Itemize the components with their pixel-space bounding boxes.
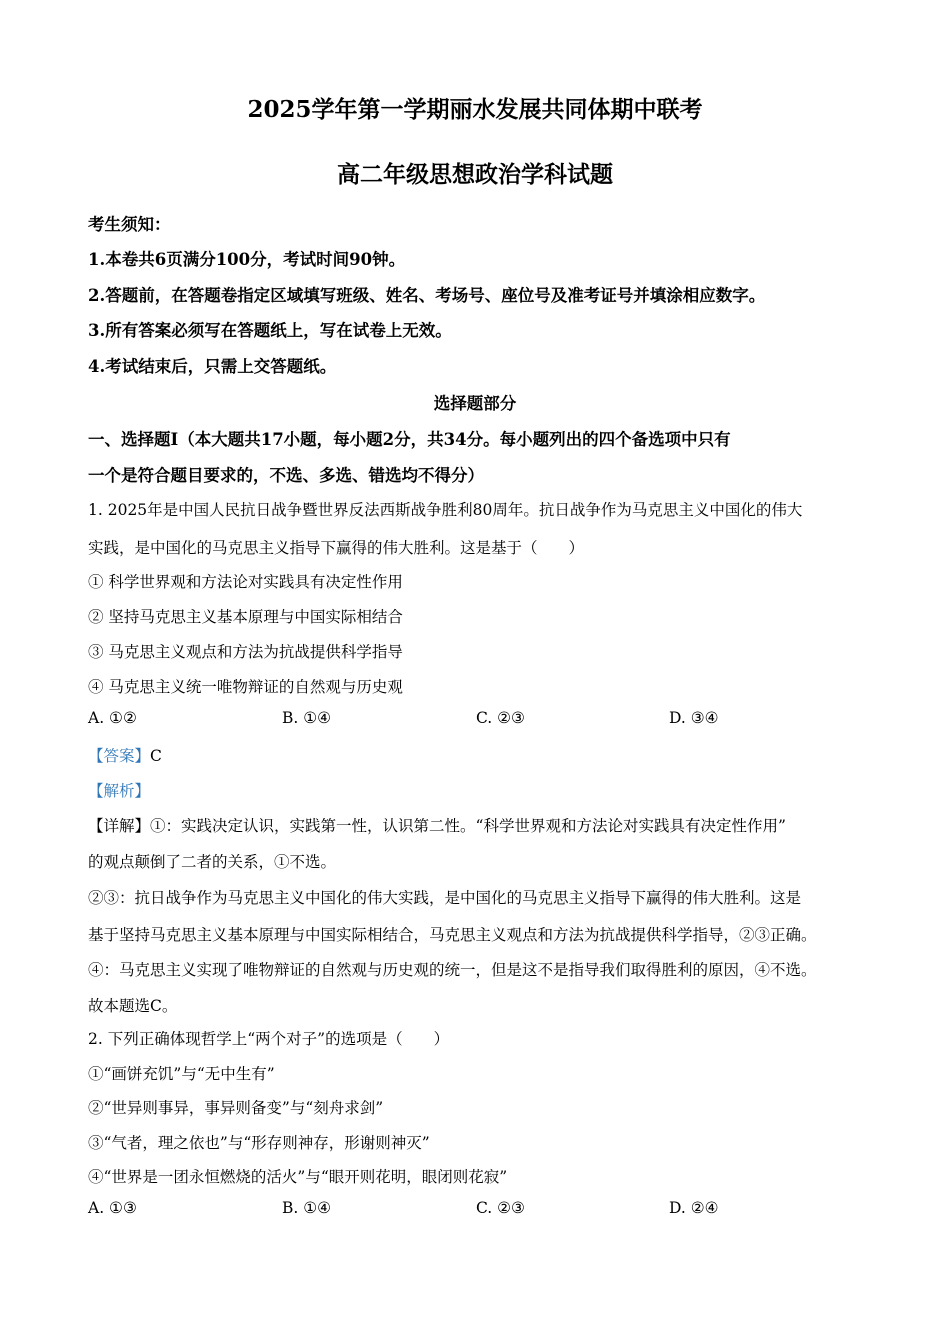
answer-value: C xyxy=(150,747,162,765)
section-title: 选择题部分 xyxy=(433,394,517,413)
q1-statement: ④ 马克思主义统一唯物辩证的自然观与历史观 xyxy=(88,678,403,696)
q2-option-a: A. ①③ xyxy=(88,1199,137,1217)
q1-detail: 故本题选C。 xyxy=(88,997,178,1015)
q1-stem: 实践，是中国化的马克思主义指导下赢得的伟大胜利。这是基于（ ） xyxy=(88,539,585,557)
analysis-tag: 【解析】 xyxy=(88,782,151,800)
answer-tag: 【答案】 xyxy=(88,747,151,765)
q2-option-d: D. ②④ xyxy=(669,1199,719,1217)
notice-item: 1.本卷共6页满分100分，考试时间90钟。 xyxy=(88,250,406,269)
notice-item: 2.答题前，在答题卷指定区域填写班级、姓名、考场号、座位号及准考证号并填涂相应数字。 xyxy=(88,286,766,305)
section-intro: 一、选择题Ⅰ（本大题共17小题，每小题2分，共34分。每小题列出的四个备选项中只有 xyxy=(88,430,731,449)
detail-tag: 【详解】 xyxy=(88,817,151,835)
q1-detail: ④：马克思主义实现了唯物辩证的自然观与历史观的统一，但是这不是指导我们取得胜利的原因，④不选。 xyxy=(88,961,817,979)
q2-statement: ①“画饼充饥”与“无中生有” xyxy=(88,1065,275,1083)
q1-detail: 基于坚持马克思主义基本原理与中国实际相结合，马克思主义观点和方法为抗战提供科学指导，②③正确。 xyxy=(88,926,817,944)
q2-statement: ④“世界是一团永恒燃烧的活火”与“眼开则花明，眼闭则花寂” xyxy=(88,1168,508,1186)
q1-statement: ③ 马克思主义观点和方法为抗战提供科学指导 xyxy=(88,643,403,661)
q1-option-a: A. ①② xyxy=(88,709,137,727)
q2-option-c: C. ②③ xyxy=(476,1199,525,1217)
q1-detail: 的观点颠倒了二者的关系，①不选。 xyxy=(88,853,337,871)
exam-subtitle: 高二年级思想政治学科试题 xyxy=(337,161,613,188)
q1-detail xyxy=(88,814,786,836)
section-intro: 一个是符合题目要求的，不选、多选、错选均不得分） xyxy=(88,466,484,485)
notice-item: 3.所有答案必须写在答题纸上，写在试卷上无效。 xyxy=(88,321,452,340)
notice-item: 4.考试结束后，只需上交答题纸。 xyxy=(88,357,337,376)
q1-stem: 1. 2025年是中国人民抗日战争暨世界反法西斯战争胜利80周年。抗日战争作为马克思主义中国化的伟大 xyxy=(88,501,803,519)
q1-option-b: B. ①④ xyxy=(282,709,332,727)
q1-option-c: C. ②③ xyxy=(476,709,525,727)
q2-stem: 2. 下列正确体现哲学上“两个对子”的选项是（ ） xyxy=(88,1030,450,1048)
q1-answer xyxy=(88,744,162,766)
q1-option-d: D. ③④ xyxy=(669,709,719,727)
detail-text: ①：实践决定认识，实践第一性，认识第二性。“科学世界观和方法论对实践具有决定性作用” xyxy=(150,817,786,835)
q2-option-b: B. ①④ xyxy=(282,1199,332,1217)
exam-title: 2025学年第一学期丽水发展共同体期中联考 xyxy=(247,96,703,123)
q2-statement: ②“世异则事异，事异则备变”与“刻舟求剑” xyxy=(88,1099,384,1117)
notice-heading: 考生须知： xyxy=(88,215,171,234)
q1-statement: ② 坚持马克思主义基本原理与中国实际相结合 xyxy=(88,608,403,626)
q1-statement: ① 科学世界观和方法论对实践具有决定性作用 xyxy=(88,573,403,591)
q1-detail: ②③：抗日战争作为马克思主义中国化的伟大实践，是中国化的马克思主义指导下赢得的伟大胜利。这是 xyxy=(88,889,802,907)
q2-statement: ③“气者，理之依也”与“形存则神存，形谢则神灭” xyxy=(88,1134,430,1152)
